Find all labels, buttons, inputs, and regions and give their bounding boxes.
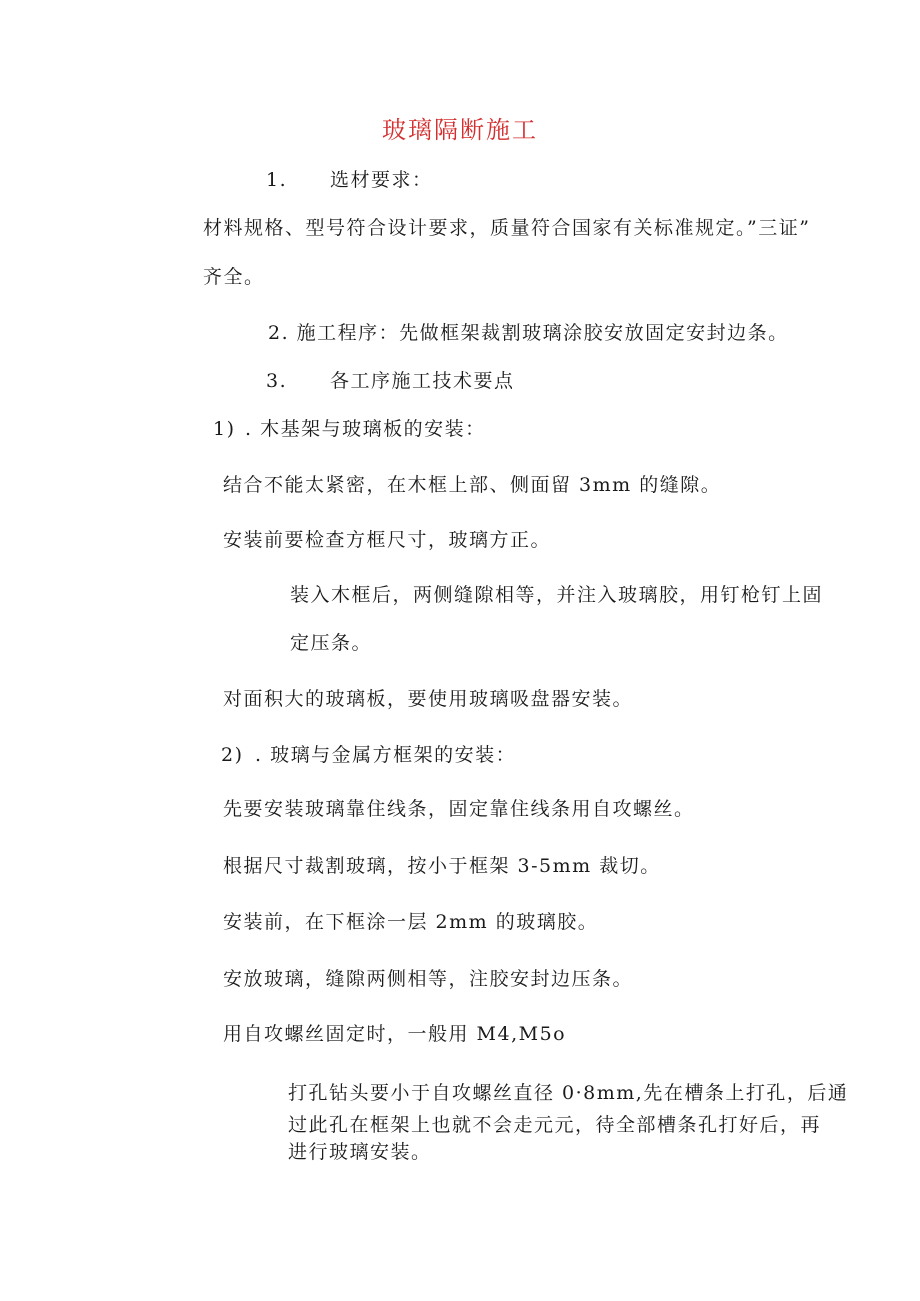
section-3-title: 各工序施工技术要点 [330, 370, 515, 392]
subsection-2-item-3: 安装前，在下框涂一层 2mm 的玻璃胶。 [223, 911, 599, 933]
subsection-1-item-3-line-2: 定压条。 [290, 632, 373, 654]
section-1-body-line-1: 材料规格、型号符合设计要求，质量符合国家有关标准规定。”三证” [203, 217, 811, 239]
subsection-1-title: . 木基架与玻璃板的安装： [245, 418, 486, 440]
subsection-2-item-6-line-1: 打孔钻头要小于自攻螺丝直径 0·8mm,先在槽条上打孔，后通 [288, 1082, 849, 1104]
section-1-heading [266, 167, 433, 193]
subsection-2-title: . 玻璃与金属方框架的安装： [255, 744, 517, 766]
subsection-2-item-5: 用自攻螺丝固定时，一般用 M4,M5o [223, 1023, 567, 1045]
document-title: 玻璃隔断施工 [382, 116, 538, 144]
subsection-1-heading [213, 416, 486, 442]
subsection-1-item-2: 安装前要检查方框尺寸，玻璃方正。 [223, 529, 552, 551]
section-2-text: 2. 施工程序：先做框架裁割玻璃涂胶安放固定安封边条。 [268, 322, 789, 344]
subsection-1-item-3-line-1: 装入木框后，两侧缝隙相等，并注入玻璃胶，用钉枪钉上固 [290, 584, 824, 606]
subsection-2-item-1: 先要安装玻璃靠住线条，固定靠住线条用自攻螺丝。 [223, 798, 695, 820]
section-3-number: 3. [266, 370, 288, 392]
subsection-2-item-2: 根据尺寸裁割玻璃，按小于框架 3-5mm 裁切。 [223, 855, 661, 877]
subsection-2-item-6-line-2: 过此孔在框架上也就不会走元元，待全部槽条孔打好后，再 [288, 1114, 822, 1136]
subsection-2-item-6-line-3: 进行玻璃安装。 [288, 1141, 432, 1163]
subsection-2-item-4: 安放玻璃，缝隙两侧相等，注胶安封边压条。 [223, 968, 634, 990]
section-1-body-line-2: 齐全。 [203, 266, 265, 288]
subsection-1-number: 1) [213, 418, 236, 440]
subsection-1-item-1: 结合不能太紧密，在木框上部、侧面留 3mm 的缝隙。 [223, 474, 722, 496]
section-1-title: 选材要求： [330, 169, 433, 191]
section-3-heading [266, 368, 515, 394]
subsection-2-heading [221, 742, 516, 768]
subsection-1-item-4: 对面积大的玻璃板，要使用玻璃吸盘器安装。 [223, 688, 634, 710]
section-1-number: 1. [266, 169, 288, 191]
subsection-2-number: 2) [221, 744, 244, 766]
